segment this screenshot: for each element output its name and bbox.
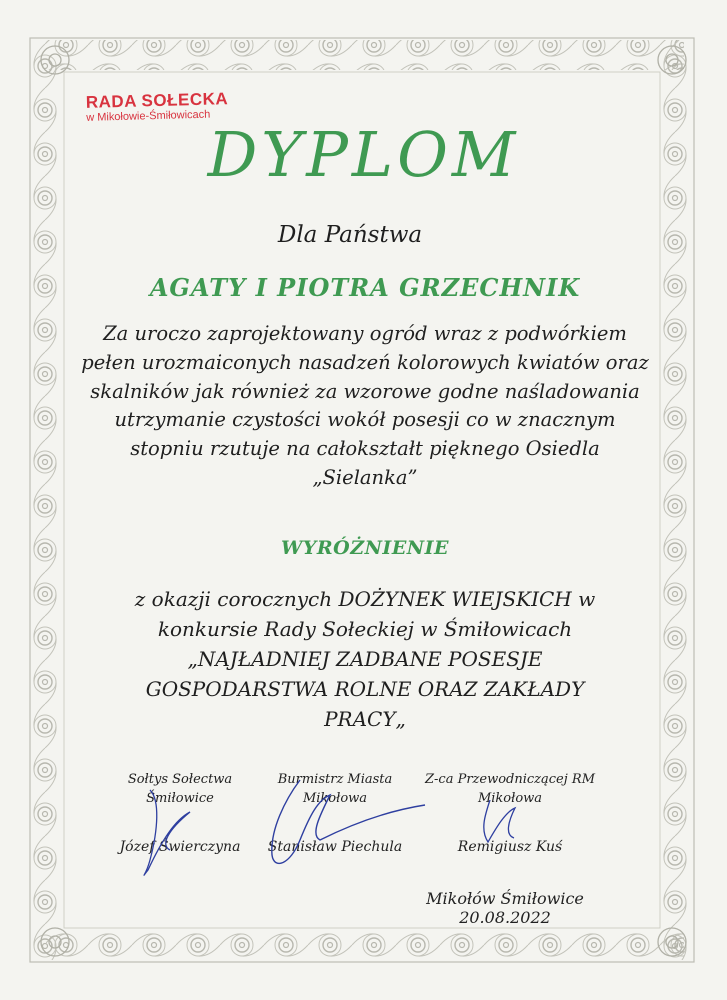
occasion-line: z okazji corocznych DOŻYNEK WIEJSKICH w [134,587,596,611]
award-heading: WYRÓŻNIENIE [280,537,450,559]
recipients: AGATY I PIOTRA GRZECHNIK [149,273,581,302]
occasion-line: GOSPODARSTWA ROLNE ORAZ ZAKŁADY [145,677,585,701]
signatory-role: Burmistrz Miasta [277,772,393,787]
citation-line: Za uroczo zaprojektowany ogród wraz z podwórkiem [103,322,627,345]
salutation: Dla Państwa [277,222,423,248]
diploma-title: DYPLOM [207,118,520,191]
occasion-line: konkursie Rady Sołeckiej w Śmiłowicach [157,617,573,641]
signatory-role-place: Mikołowa [477,791,543,806]
signatory-name: Remigiusz Kuś [457,839,563,855]
stamp-subtitle: w Mikołowie-Śmiłowicach [86,108,211,124]
signatory-role: Z-ca Przewodniczącej RM [424,772,595,787]
signatory-role-place: Mikołowa [302,791,368,806]
occasion-line: PRACY„ [324,707,406,731]
citation-line: stopniu rzutuje na całokształt pięknego Osiedla [130,437,600,461]
citation-line: pełen urozmaiconych nasadzeń kolorowych kwiatów oraz [81,350,649,374]
signature-burmistrz [272,780,425,863]
citation-line: utrzymanie czystości wokół posesji co w znacznym [114,408,616,432]
signature-soltys [144,790,190,875]
stamp-title: RADA SOŁECKA [85,89,229,112]
citation-line: skalników jak również za wzorowe godne naśladowania [90,379,640,403]
signatory-role-place: Śmiłowice [146,791,214,806]
occasion-line: „NAJŁADNIEJ ZADBANE POSESJE [187,647,543,671]
signatory-role: Sołtys Sołectwa [127,772,233,787]
signatory-name: Józef Świerczyna [119,839,241,855]
signatory-name: Stanisław Piechula [267,839,403,855]
place-and-date: Mikołów Śmiłowice 20.08.2022 [426,889,584,927]
signature-zca [484,800,515,842]
citation-line: „Sielanka” [312,465,418,489]
